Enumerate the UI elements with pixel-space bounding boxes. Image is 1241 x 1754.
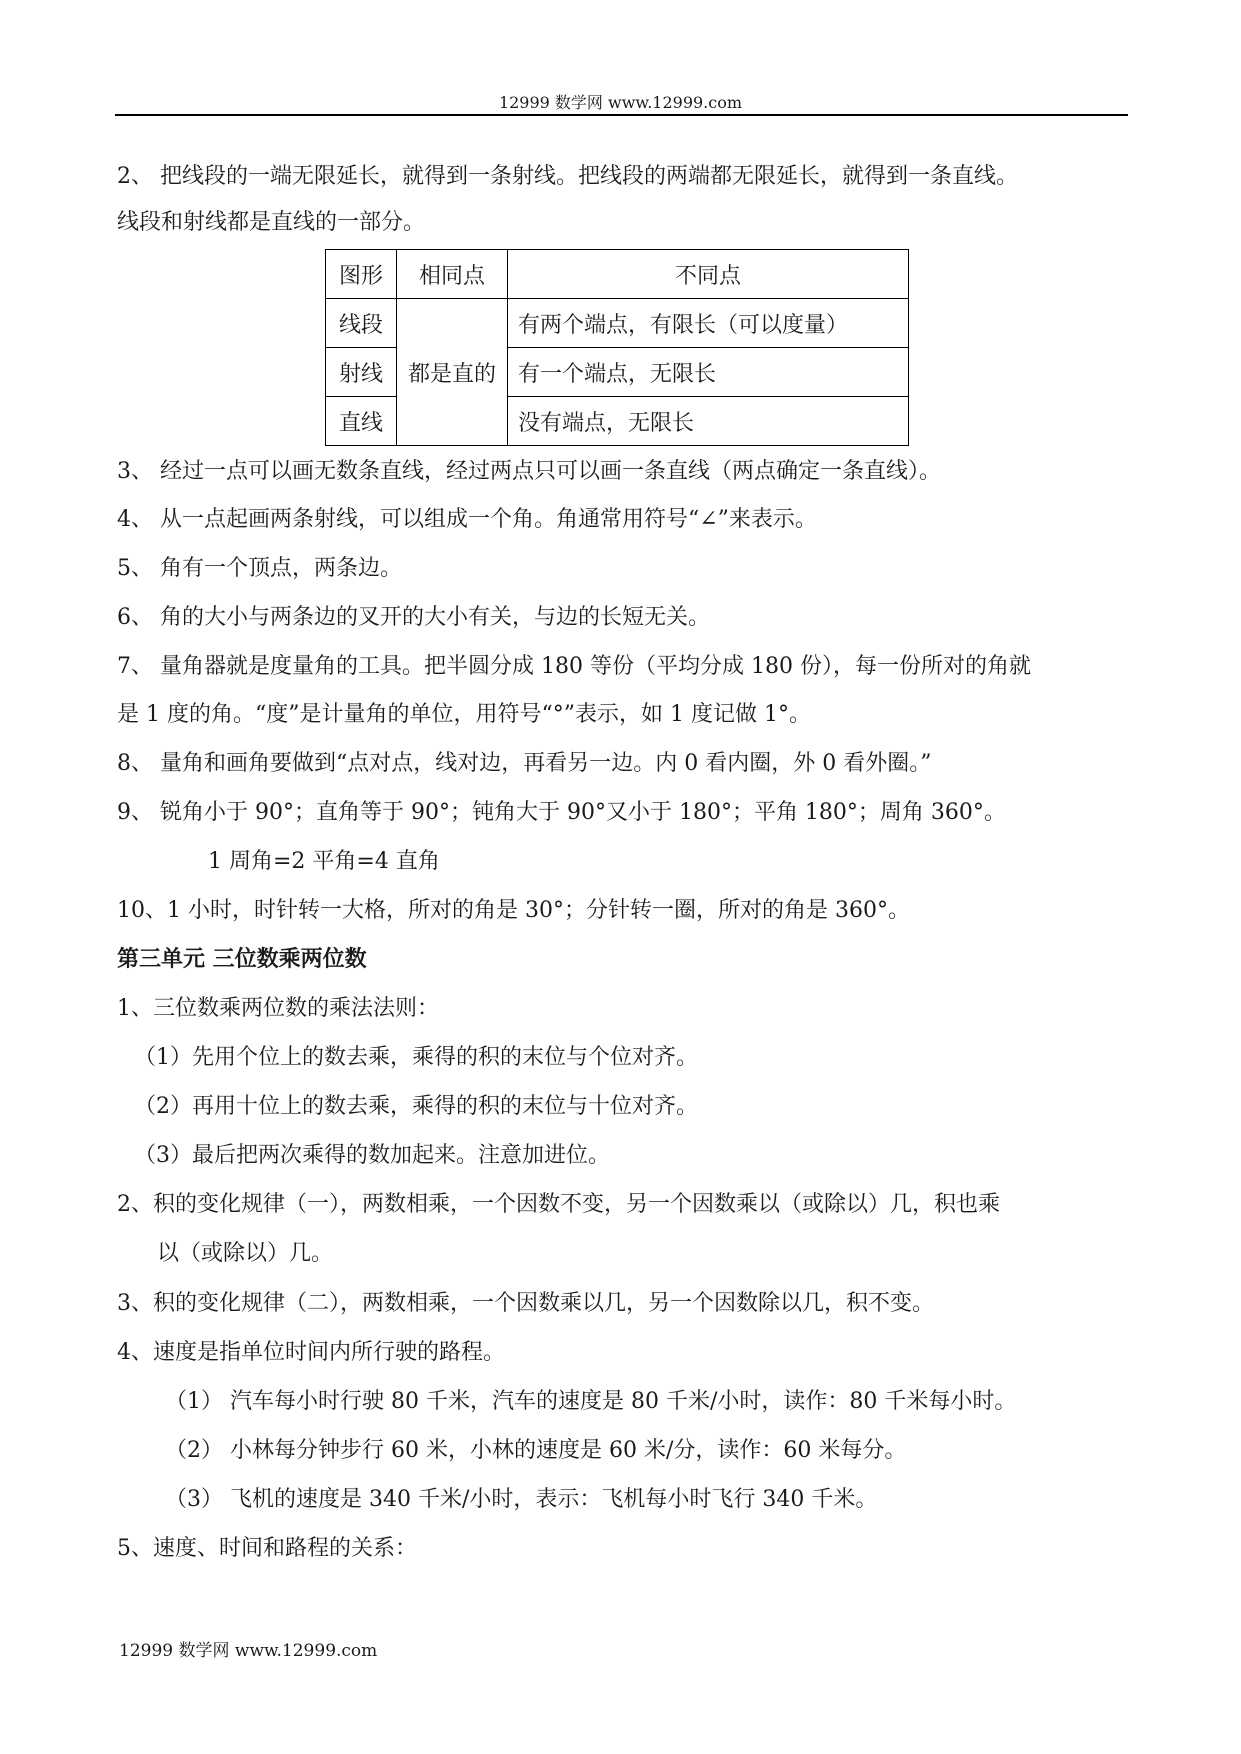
table-header-row: [326, 250, 909, 299]
unit-item-1-sub-2: （2）再用十位上的数去乘，乘得的积的末位与十位对齐。: [134, 1094, 698, 1119]
item-4: 4、 从一点起画两条射线，可以组成一个角。角通常用符号“∠”来表示。: [117, 507, 817, 532]
item-2-line-1: 2、 把线段的一端无限延长，就得到一条射线。把线段的两端都无限延长，就得到一条直线。: [117, 164, 1018, 189]
page-header: 12999 数学网 www.12999.com: [498, 93, 743, 112]
unit-item-4: 4、速度是指单位时间内所行驶的路程。: [117, 1340, 505, 1365]
item-3: 3、 经过一点可以画无数条直线，经过两点只可以画一条直线（两点确定一条直线）。: [117, 459, 941, 484]
table-cell-shape: 直线: [326, 397, 397, 446]
table-header-cell: 图形: [326, 250, 397, 299]
item-10: 10、1 小时，时针转一大格，所对的角是 30°；分针转一圈，所对的角是 360°。: [117, 898, 910, 923]
unit-title: 第三单元 三位数乘两位数: [117, 947, 367, 972]
unit-item-4-sub-1: （1） 汽车每小时行驶 80 千米，汽车的速度是 80 千米/小时，读作：80 千米每小时。: [165, 1389, 1017, 1414]
table-cell-diff: 有一个端点，无限长: [508, 348, 909, 397]
unit-item-4-sub-2: （2） 小林每分钟步行 60 米，小林的速度是 60 米/分，读作：60 米每分。: [165, 1438, 907, 1463]
table-cell-shape: 射线: [326, 348, 397, 397]
table-cell-diff: 有两个端点，有限长（可以度量）: [508, 299, 909, 348]
page-footer: 12999 数学网 www.12999.com: [119, 1641, 378, 1661]
unit-item-1-sub-3: （3）最后把两次乘得的数加起来。注意加进位。: [134, 1143, 610, 1168]
item-7-line-1: 7、 量角器就是度量角的工具。把半圆分成 180 等份（平均分成 180 份），每一份所对的角就: [117, 654, 1031, 679]
unit-item-3: 3、积的变化规律（二），两数相乘，一个因数乘以几，另一个因数除以几，积不变。: [117, 1291, 934, 1316]
table-header-cell: 相同点: [397, 250, 508, 299]
unit-item-1: 1、三位数乘两位数的乘法法则：: [117, 996, 439, 1021]
unit-item-2-line-1: 2、积的变化规律（一），两数相乘，一个因数不变，另一个因数乘以（或除以）几，积也乘: [117, 1192, 1001, 1217]
table-cell-same: 都是直的: [397, 299, 508, 446]
table-header-cell: 不同点: [508, 250, 909, 299]
unit-item-2-line-2: 以（或除以）几。: [157, 1241, 334, 1266]
item-6: 6、 角的大小与两条边的叉开的大小有关，与边的长短无关。: [117, 605, 710, 630]
table-cell-diff: 没有端点，无限长: [508, 397, 909, 446]
item-8: 8、 量角和画角要做到“点对点，线对边，再看另一边。内 0 看内圈，外 0 看外圈。”: [117, 751, 932, 776]
item-9-line-2: 1 周角=2 平角=4 直角: [208, 849, 440, 874]
item-7-line-2: 是 1 度的角。“度”是计量角的单位，用符号“°”表示，如 1 度记做 1°。: [117, 702, 811, 727]
table-cell-shape: 线段: [326, 299, 397, 348]
item-5: 5、 角有一个顶点，两条边。: [117, 556, 402, 581]
table-row: [326, 299, 909, 348]
line-comparison-table: [325, 249, 909, 446]
item-9-line-1: 9、 锐角小于 90°；直角等于 90°；钝角大于 90°又小于 180°；平角 180°；周角 360°。: [117, 800, 1006, 825]
unit-item-5: 5、速度、时间和路程的关系：: [117, 1536, 417, 1561]
unit-item-1-sub-1: （1）先用个位上的数去乘，乘得的积的末位与个位对齐。: [134, 1045, 698, 1070]
item-2-line-2: 线段和射线都是直线的一部分。: [117, 210, 426, 235]
header-rule: [115, 114, 1128, 116]
unit-item-4-sub-3: （3） 飞机的速度是 340 千米/小时，表示：飞机每小时飞行 340 千米。: [165, 1487, 878, 1512]
